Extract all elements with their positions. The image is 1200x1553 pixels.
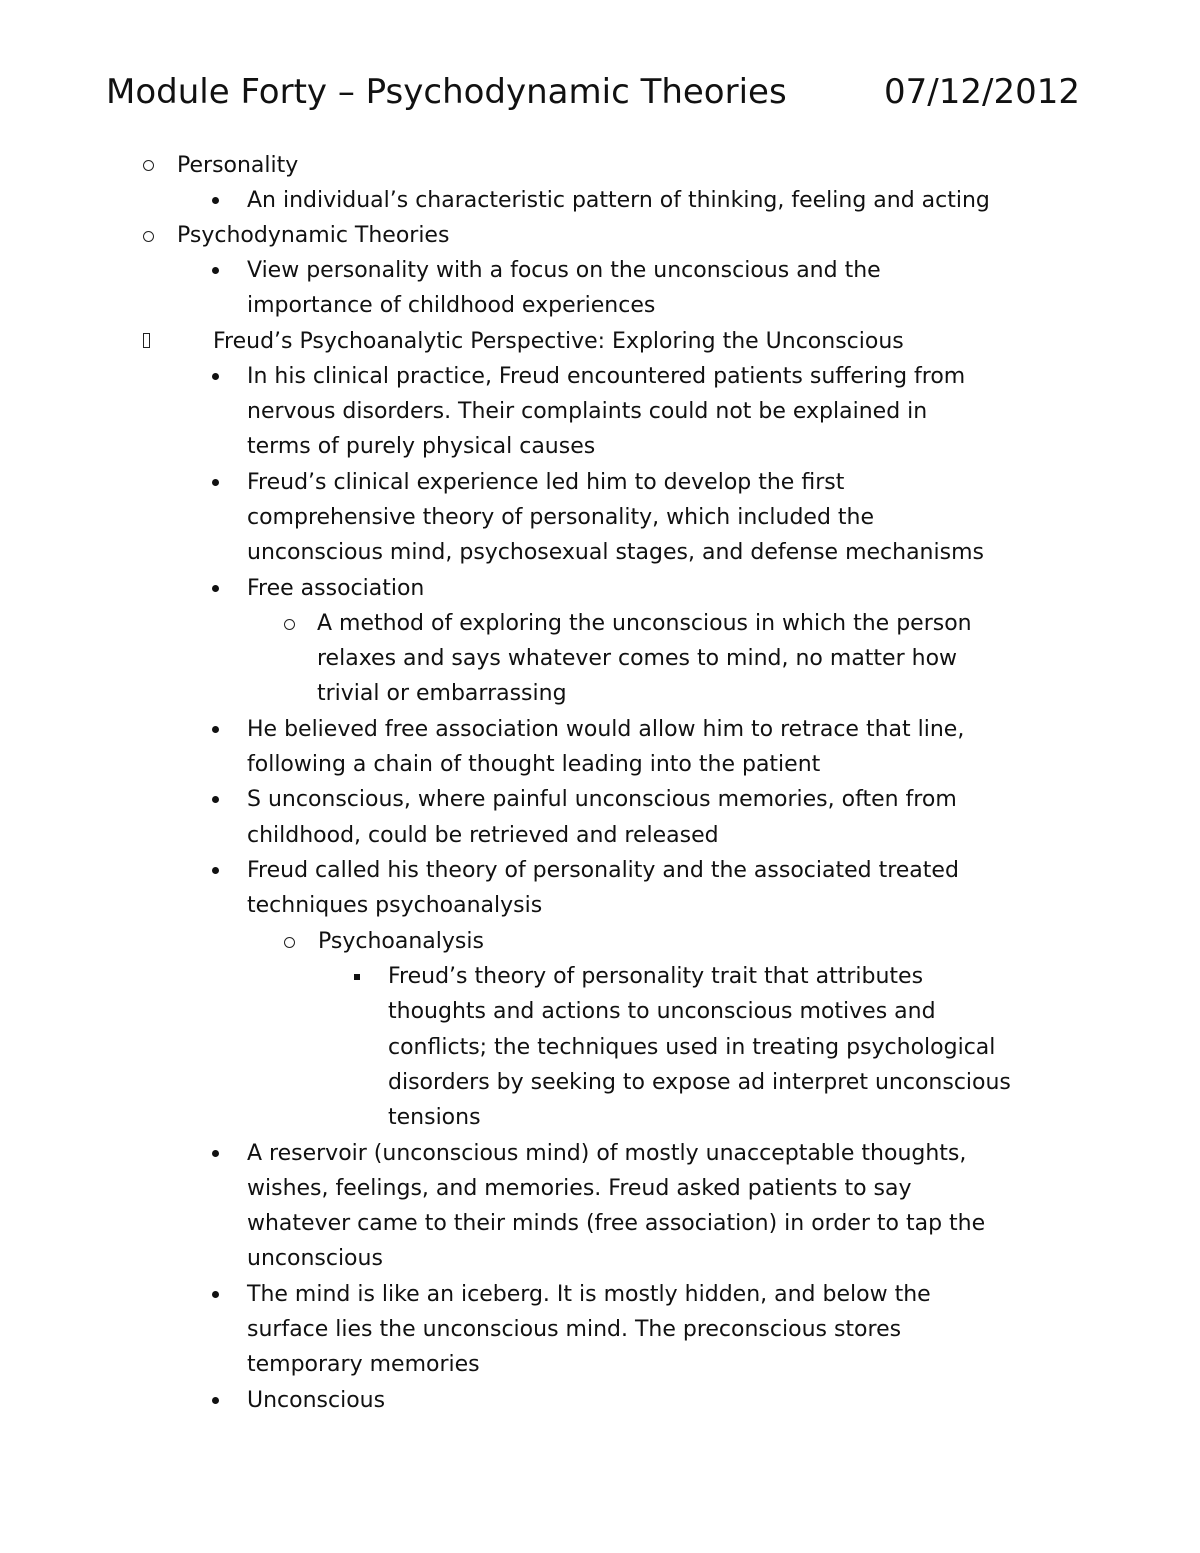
sub-sub-item-text: disorders by seeking to expose ad interpret unconscious xyxy=(388,1070,1011,1095)
filled-bullet-icon xyxy=(212,796,219,803)
list-item-text: Free association xyxy=(247,576,425,601)
sub-sub-item-text: thoughts and actions to unconscious motives and xyxy=(388,999,936,1024)
list-item-text: terms of purely physical causes xyxy=(247,434,596,459)
list-item-text: An individual’s characteristic pattern of thinking, feeling and acting xyxy=(247,188,990,213)
list-item-text: He believed free association would allow him to retrace that line, xyxy=(247,717,965,742)
list-item-text: unconscious xyxy=(247,1246,383,1271)
hollow-circle-bullet-icon xyxy=(284,937,295,948)
list-item-text: techniques psychoanalysis xyxy=(247,893,543,918)
list-item-text: Freud called his theory of personality and the associated treated xyxy=(247,858,959,883)
filled-bullet-icon xyxy=(212,1291,219,1298)
sub-sub-item-text: tensions xyxy=(388,1105,481,1130)
list-item-text: In his clinical practice, Freud encountered patients suffering from xyxy=(247,364,966,389)
list-item-text: importance of childhood experiences xyxy=(247,293,656,318)
hollow-circle-bullet-icon xyxy=(284,619,295,630)
sub-item-text: Psychoanalysis xyxy=(318,929,484,954)
filled-bullet-icon xyxy=(212,373,219,380)
square-bullet-icon xyxy=(354,974,360,980)
list-item-text: comprehensive theory of personality, which included the xyxy=(247,505,875,530)
filled-bullet-icon xyxy=(212,479,219,486)
list-item-text: temporary memories xyxy=(247,1352,480,1377)
list-item-text: childhood, could be retrieved and released xyxy=(247,823,719,848)
sub-sub-item-text: conflicts; the techniques used in treating psychological xyxy=(388,1035,996,1060)
list-item-text: unconscious mind, psychosexual stages, and defense mechanisms xyxy=(247,540,984,565)
page-date: 07/12/2012 xyxy=(884,72,1080,112)
filled-bullet-icon xyxy=(212,585,219,592)
list-item-text: surface lies the unconscious mind. The preconscious stores xyxy=(247,1317,902,1342)
filled-bullet-icon xyxy=(212,1397,219,1404)
list-item-text: following a chain of thought leading into the patient xyxy=(247,752,821,777)
filled-bullet-icon xyxy=(212,867,219,874)
list-item-text: A reservoir (unconscious mind) of mostly unacceptable thoughts, xyxy=(247,1141,967,1166)
sub-item-text: relaxes and says whatever comes to mind, no matter how xyxy=(317,646,958,671)
list-item-heading: Psychodynamic Theories xyxy=(177,223,450,248)
list-item-text: The mind is like an iceberg. It is mostly hidden, and below the xyxy=(247,1282,931,1307)
list-item-text: View personality with a focus on the unconscious and the xyxy=(247,258,881,283)
page-header xyxy=(106,68,1096,118)
list-item-text: nervous disorders. Their complaints could not be explained in xyxy=(247,399,928,424)
filled-bullet-icon xyxy=(212,1150,219,1157)
section-heading: Freud’s Psychoanalytic Perspective: Exploring the Unconscious xyxy=(213,329,904,354)
page-title: Module Forty – Psychodynamic Theories xyxy=(106,72,787,112)
list-item-text: S unconscious, where painful unconscious memories, often from xyxy=(247,787,957,812)
hollow-circle-bullet-icon xyxy=(143,160,154,171)
missing-glyph-bullet-icon xyxy=(143,333,150,348)
list-item-text: Unconscious xyxy=(247,1388,386,1413)
list-item-text: whatever came to their minds (free association) in order to tap the xyxy=(247,1211,986,1236)
list-item-text: wishes, feelings, and memories. Freud asked patients to say xyxy=(247,1176,912,1201)
sub-sub-item-text: Freud’s theory of personality trait that attributes xyxy=(388,964,924,989)
filled-bullet-icon xyxy=(212,726,219,733)
hollow-circle-bullet-icon xyxy=(143,231,154,242)
sub-item-text: trivial or embarrassing xyxy=(317,681,567,706)
list-item-text: Freud’s clinical experience led him to develop the first xyxy=(247,470,845,495)
filled-bullet-icon xyxy=(212,267,219,274)
filled-bullet-icon xyxy=(212,197,219,204)
sub-item-text: A method of exploring the unconscious in which the person xyxy=(317,611,972,636)
list-item-heading: Personality xyxy=(177,153,299,178)
